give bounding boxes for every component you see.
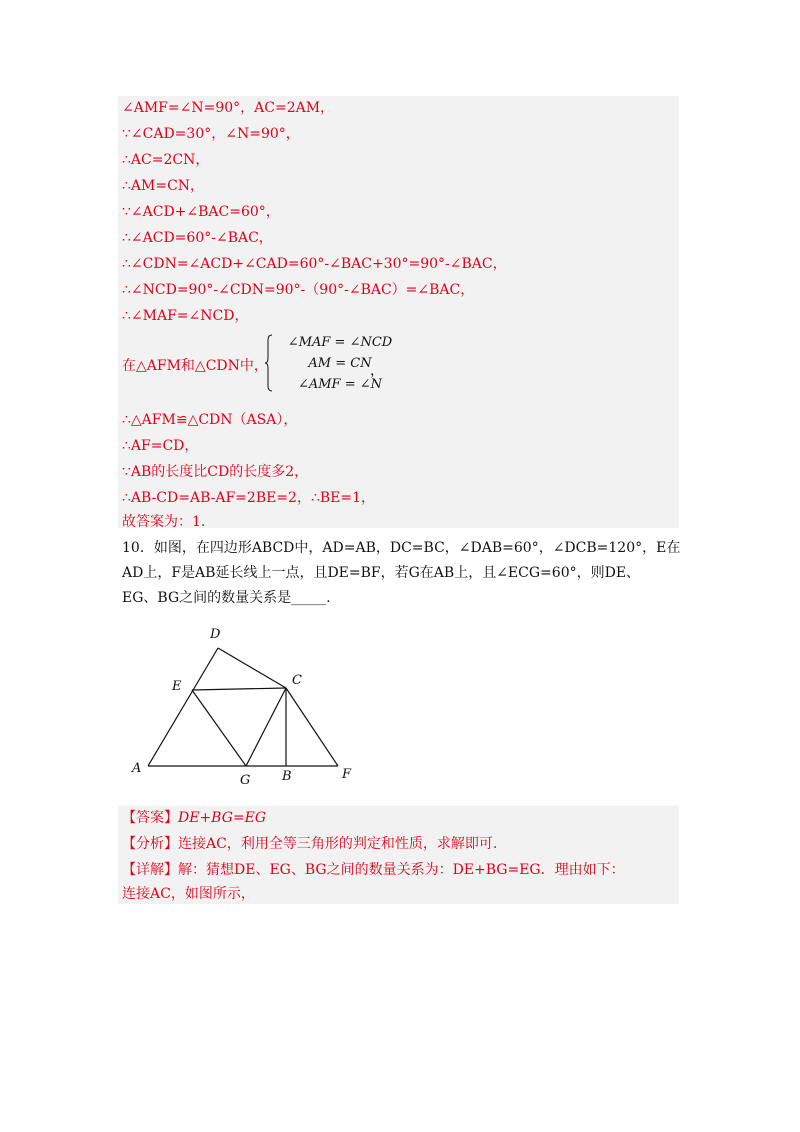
solution-line-9: ∴∠MAF=∠NCD， <box>122 308 249 324</box>
system-intro: 在△AFM和△CDN中， <box>122 358 268 374</box>
analysis-line <box>122 834 497 854</box>
system-eq-1: ∠MAF = ∠NCD <box>287 335 393 350</box>
label-D: D <box>210 627 221 642</box>
label-F: F <box>342 767 352 782</box>
answer-text: DE+BG=EG <box>178 810 267 826</box>
solution-line-6: ∴∠ACD=60°-∠BAC， <box>122 230 273 246</box>
segment-DC <box>218 648 286 688</box>
solution-line-1: ∠AMF=∠N=90°，AC=2AM， <box>122 100 335 116</box>
segment-AD <box>148 648 218 766</box>
detail-tag: 【详解】 <box>122 862 178 878</box>
label-A: A <box>132 761 142 776</box>
question-line-2: AD上，F是AB延长线上一点，且DE=BF，若G在AB上，且∠ECG=60°，则DE、 <box>122 565 641 581</box>
label-B: B <box>282 769 292 784</box>
system-comma: ， <box>370 363 384 379</box>
solution-line-12: ∵AB的长度比CD的长度多2， <box>122 464 309 480</box>
analysis-text: 连接AC，利用全等三角形的判定和性质，求解即可. <box>178 836 498 852</box>
detail-text: 解：猜想DE、EG、BG之间的数量关系为：DE+BG=EG．理由如下： <box>178 862 625 878</box>
detail-line <box>122 860 625 880</box>
system-eq-2: AM = CN <box>308 356 372 371</box>
solution-line-7: ∴∠CDN=∠ACD+∠CAD=60°-∠BAC+30°=90°-∠BAC， <box>122 256 507 272</box>
solution-line-5: ∵∠ACD+∠BAC=60°， <box>122 204 280 220</box>
label-G: G <box>240 773 251 788</box>
solution-line-2: ∵∠CAD=30°，∠N=90°， <box>122 126 300 142</box>
question-line-1: 10．如图，在四边形ABCD中，AD=AB，DC=BC，∠DAB=60°，∠DCB=120°，E在 <box>122 540 681 556</box>
answer-tag: 【答案】 <box>122 810 178 826</box>
label-E: E <box>172 679 182 694</box>
solution-line-11: ∴AF=CD， <box>122 438 199 454</box>
geometry-figure <box>126 620 366 790</box>
solution-line-13: ∴AB-CD=AB-AF=2BE=2，∴BE=1， <box>122 490 376 506</box>
segment-EG <box>192 690 246 766</box>
question-line-3: EG、BG之间的数量关系是_____. <box>122 590 331 606</box>
solution-line-4: ∴AM=CN， <box>122 178 205 194</box>
segment-CF <box>286 688 338 766</box>
analysis-tag: 【分析】 <box>122 836 178 852</box>
segment-EC <box>192 688 286 690</box>
final-answer-line: 故答案为：1. <box>122 514 206 530</box>
connect-line: 连接AC，如图所示， <box>122 886 255 902</box>
solution-line-3: ∴AC=2CN， <box>122 152 210 168</box>
system-eq-3: ∠AMF = ∠N <box>297 377 383 392</box>
solution-line-8: ∴∠NCD=90°-∠CDN=90°-（90°-∠BAC）=∠BAC， <box>122 282 475 298</box>
solution-line-10: ∴△AFM≌△CDN（ASA）， <box>122 412 298 428</box>
label-C: C <box>292 673 302 688</box>
system-brace <box>265 334 273 392</box>
segment-CG <box>246 688 286 766</box>
answer-line <box>122 808 266 828</box>
